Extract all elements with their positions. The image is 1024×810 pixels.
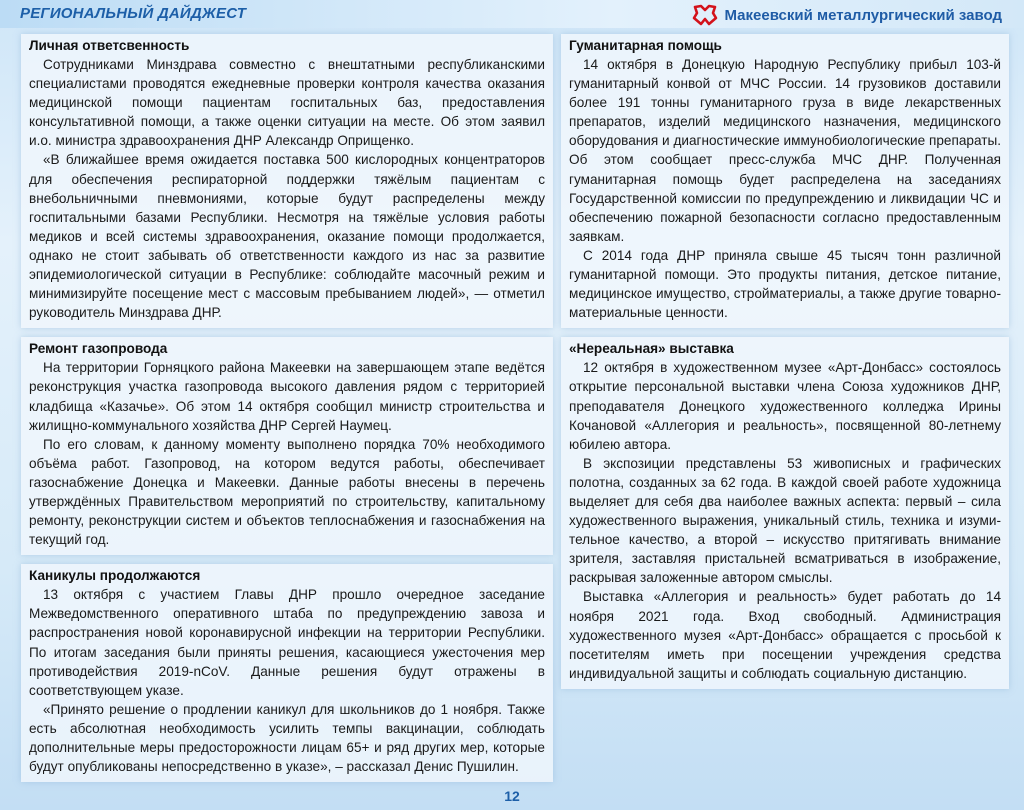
right-column bbox=[561, 34, 1009, 689]
article-humanitarian-aid bbox=[561, 34, 1009, 328]
brand bbox=[692, 4, 1002, 26]
article-paragraph: 13 октября с участием Главы ДНР прошло очередное заседание Межведомственного оперативного штаба по предупреждению завоза и распространения новой коронавирусной инфекции на территории Республики. По итогам заседания были приняты решения, касающиеся ужесточения мер противодействия 2019-nCoV. Данные решения будут отражены в соответствующем указе. bbox=[29, 587, 545, 698]
company-logo-icon bbox=[692, 4, 718, 26]
article-title: «Нереальная» выставка bbox=[569, 341, 734, 357]
section-title: РЕГИОНАЛЬНЫЙ ДАЙДЖЕСТ bbox=[20, 5, 247, 22]
article-paragraph: 12 октября в художественном музее «Арт-Донбасс» состоялось открытие персональной выставки члена Союза художников ДНР, преподавателя Донецкого художественного колледжа Ирины Кочановой «Аллегория и реальность», посвященной 80-летнему юбилею автора. bbox=[569, 360, 1001, 452]
article-paragraph: 14 октября в Донецкую Народную Республику прибыл 103-й гуманитарный конвой от МЧС России. 14 грузовиков доставили более 191 тонны гуманитарного груза в виде лекарственных препаратов, изделий медицинского назначения, медицинского оборудования и диагностические иммунобиологические препараты. Об этом сообщает пресс-служба МЧС ДНР. Полученная гуманитарная помощь будет распределена на заседаниях Государственной комиссии по предупреждению и ликвидации ЧС и обеспечению пожарной безопасности согласно предоставленным заявкам. bbox=[569, 57, 1001, 244]
article-paragraph: На территории Горняцкого района Макеевки на завершающем этапе ведётся реконструкция участка газопровода высокого давления рядом с территорией кладбища «Казачье». Об этом 14 октября сообщил министр строительства и жилищно-коммунального хозяйства ДНР Сергей Наумец. bbox=[29, 360, 545, 433]
article-title: Личная ответсвенность bbox=[29, 38, 190, 53]
article-paragraph: «В ближайшее время ожидается поставка 500 кислородных концентраторов для обеспечения респираторной поддержки тяжёлым пациентам с внебольничными пневмониями, которые будут распределены между госпитальными базами Республики. Несмотря на тяжёлые условия работы медиков и всей системы здравоохранения, оказание помощи продолжается, однако не стоит забывать об ответственности каждого из нас за развитие эпидемиологической ситуации в Республике: соблюдайте масочный режим и минимизируйте посещение мест с массовым пребыванием людей», — отметил руководитель Минздрава ДНР. bbox=[29, 152, 545, 321]
article-columns bbox=[0, 28, 1024, 782]
article-paragraph: В экспозиции представлены 53 живописных и графических полотна, созданных за 62 года. В каждой своей работе художница выделяет для себя два наиболее важных аспекта: первый – сила художественного выражения, уникальный стиль, техника и изуми-тельное качество, а второй – искусство притягивать внимание зрителя, заставляя пристальней всматриваться в изображение, раскрывая заложенные автором смыслы. bbox=[569, 455, 1001, 586]
brand-name: Макеевский металлургический завод bbox=[724, 6, 1002, 24]
article-paragraph: С 2014 года ДНР приняла свыше 45 тысяч тонн различной гуманитарной помощи. Это продукты питания, детское питание, медицинское имущество, стройматериалы, а также другие товарно-материальные ценности. bbox=[569, 247, 1001, 321]
article-holidays bbox=[21, 564, 553, 782]
article-paragraph: «Принято решение о продлении каникул для школьников до 1 ноября. Также есть абсолютная необходимость усилить темпы вакцинации, соблюдать дополнительные меры предосторожности лицам 65+ и ряд других мер, которые будут опубликованы непосредственно в указе», – рассказал Денис Пушилин. bbox=[29, 701, 545, 775]
article-exhibition bbox=[561, 337, 1009, 689]
article-paragraph: По его словам, к данному моменту выполнено порядка 70% необходимого объёма работ. Газопровод, на котором ведутся работы, обеспечивает газоснабжение Донецка и Макеевки. Данные работы внесены в перечень утверждённых Правительством мероприятий по строительству, капитальному ремонту, реконструкции систем и объектов теплоснабжения и газоснабжения на текущий год. bbox=[29, 436, 545, 548]
article-personal-responsibility bbox=[21, 34, 553, 328]
article-title: Каникулы продолжаются bbox=[29, 568, 201, 584]
page-number: 12 bbox=[504, 788, 520, 805]
article-paragraph: Сотрудниками Минздрава совместно с внештатными республиканскими специалистами проводятся ежедневные проверки контроля качества оказания медицинской помощи пациентам госпитальных баз, предоставления консультативной помощи, а также оценки ситуации на месте. Об этом заявил и.о. министра здравоохранения ДНР Александр Оприщенко. bbox=[29, 57, 545, 149]
article-gas-pipeline bbox=[21, 337, 553, 555]
left-column bbox=[21, 34, 553, 782]
article-paragraph: Выставка «Аллегория и реальность» будет работать до 14 ноября 2021 года. Вход свободный. Администрация художественного музея «Арт-Донбасс» обращается с просьбой к посетителям иметь при посещении учреждения средства индивидуальной защиты и соблюдать социальную дистанцию. bbox=[569, 589, 1001, 681]
page-header bbox=[0, 0, 1024, 28]
article-title: Гуманитарная помощь bbox=[569, 38, 722, 53]
article-title: Ремонт газопровода bbox=[29, 341, 168, 357]
